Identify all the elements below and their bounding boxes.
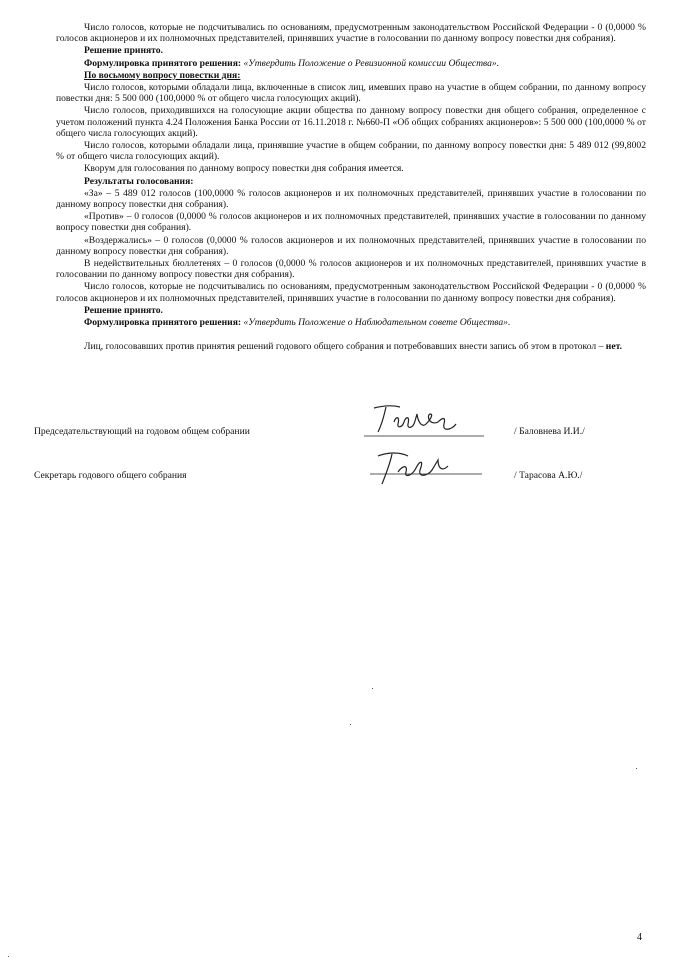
closing-statement: Лиц, голосовавших против принятия решений годового общего собрания и потребовавших внести запись об этом в протокол – нет. <box>84 341 622 353</box>
signature-name: / Тарасова А.Ю./ <box>514 470 583 481</box>
vote-for: «За» – 5 489 012 голосов (100,0000 % голосов акционеров и их полномочных представителей, принявших участие в голосовании по данному вопросу повестки дня собрания). <box>56 187 646 211</box>
results-heading: Результаты голосования: <box>84 175 194 187</box>
decision-wording: Формулировка принятого решения: «Утвердить Положение о Ревизионной комиссии Общества». <box>84 57 500 69</box>
signature-role: Секретарь годового общего собрания <box>34 470 187 481</box>
signature-role: Председательствующий на годовом общем собрании <box>34 426 250 437</box>
scan-speck <box>350 724 351 725</box>
vote-against: «Против» – 0 голосов (0,0000 % голосов акционеров и их полномочных представителей, принявших участие в голосовании по данному вопросу повестки дня собрания). <box>56 211 646 234</box>
vote-invalid: В недействительных бюллетенях – 0 голосов (0,0000 % голосов акционеров и их полномочных представителей, принявших участие в голосовании по данному вопросу повестки дня собрания). <box>56 258 646 281</box>
handwritten-signature-icon <box>334 446 504 486</box>
decision-wording: Формулировка принятого решения: «Утвердить Положение о Наблюдательном совете Общества». <box>84 317 511 329</box>
document-body <box>56 22 646 353</box>
signature-name: / Баловнева И.И./ <box>514 426 585 437</box>
signature-row-secretary <box>34 446 654 486</box>
paragraph: Число голосов, которыми обладали лица, принявшие участие в общем собрании, по данному вопросу повестки дня: 5 489 012 (99,8002 % от общего числа голосующих акций). <box>56 140 646 163</box>
scan-speck <box>636 768 637 769</box>
vote-abstain: «Воздержались» – 0 голосов (0,0000 % голосов акционеров и их полномочных представителей, принявших участие в голосовании по данному вопросу повестки дня собрания). <box>56 234 646 257</box>
signature-row-chair <box>34 402 654 442</box>
page-number: 4 <box>637 932 642 943</box>
scan-speck <box>8 956 9 957</box>
paragraph: Число голосов, которые не подсчитывались по основаниям, предусмотренным законодательством Российской Федерации - 0 (0,0000 % голосов акционеров и их полномочных представителей, принявших участие в голосовании по данному вопросу повестки дня собрания). <box>56 281 646 304</box>
paragraph: Число голосов, которыми обладали лица, включенные в список лиц, имевших право на участие в общем собрании, по данному вопросу повестки дня: 5 500 000 (100,0000 % от общего числа голосующих акций). <box>56 82 646 105</box>
paragraph: Кворум для голосования по данному вопросу повестки дня собрания имеется. <box>84 163 404 175</box>
scan-speck <box>372 688 373 689</box>
section-heading: По восьмому вопросу повестки дня: <box>84 69 241 81</box>
paragraph: Число голосов, которые не подсчитывались по основаниям, предусмотренным законодательством Российской Федерации - 0 (0,0000 % голосов акционеров и их полномочных представителей, принявших участие в голосовании по данному вопросу повестки дня собрания). <box>56 22 646 45</box>
decision-accepted: Решение принято. <box>84 45 163 57</box>
decision-accepted: Решение принято. <box>84 304 163 316</box>
paragraph: Число голосов, приходившихся на голосующие акции общества по данному вопросу повестки дня общего собрания, определенное с учетом положений пункта 4.24 Положения Банка России от 16.11.2018 г. №660-П «Об общих собраниях акционеров»: 5 500 000 (100,0000 % от общего числа голосующих акций). <box>56 105 646 139</box>
handwritten-signature-icon <box>334 402 504 442</box>
